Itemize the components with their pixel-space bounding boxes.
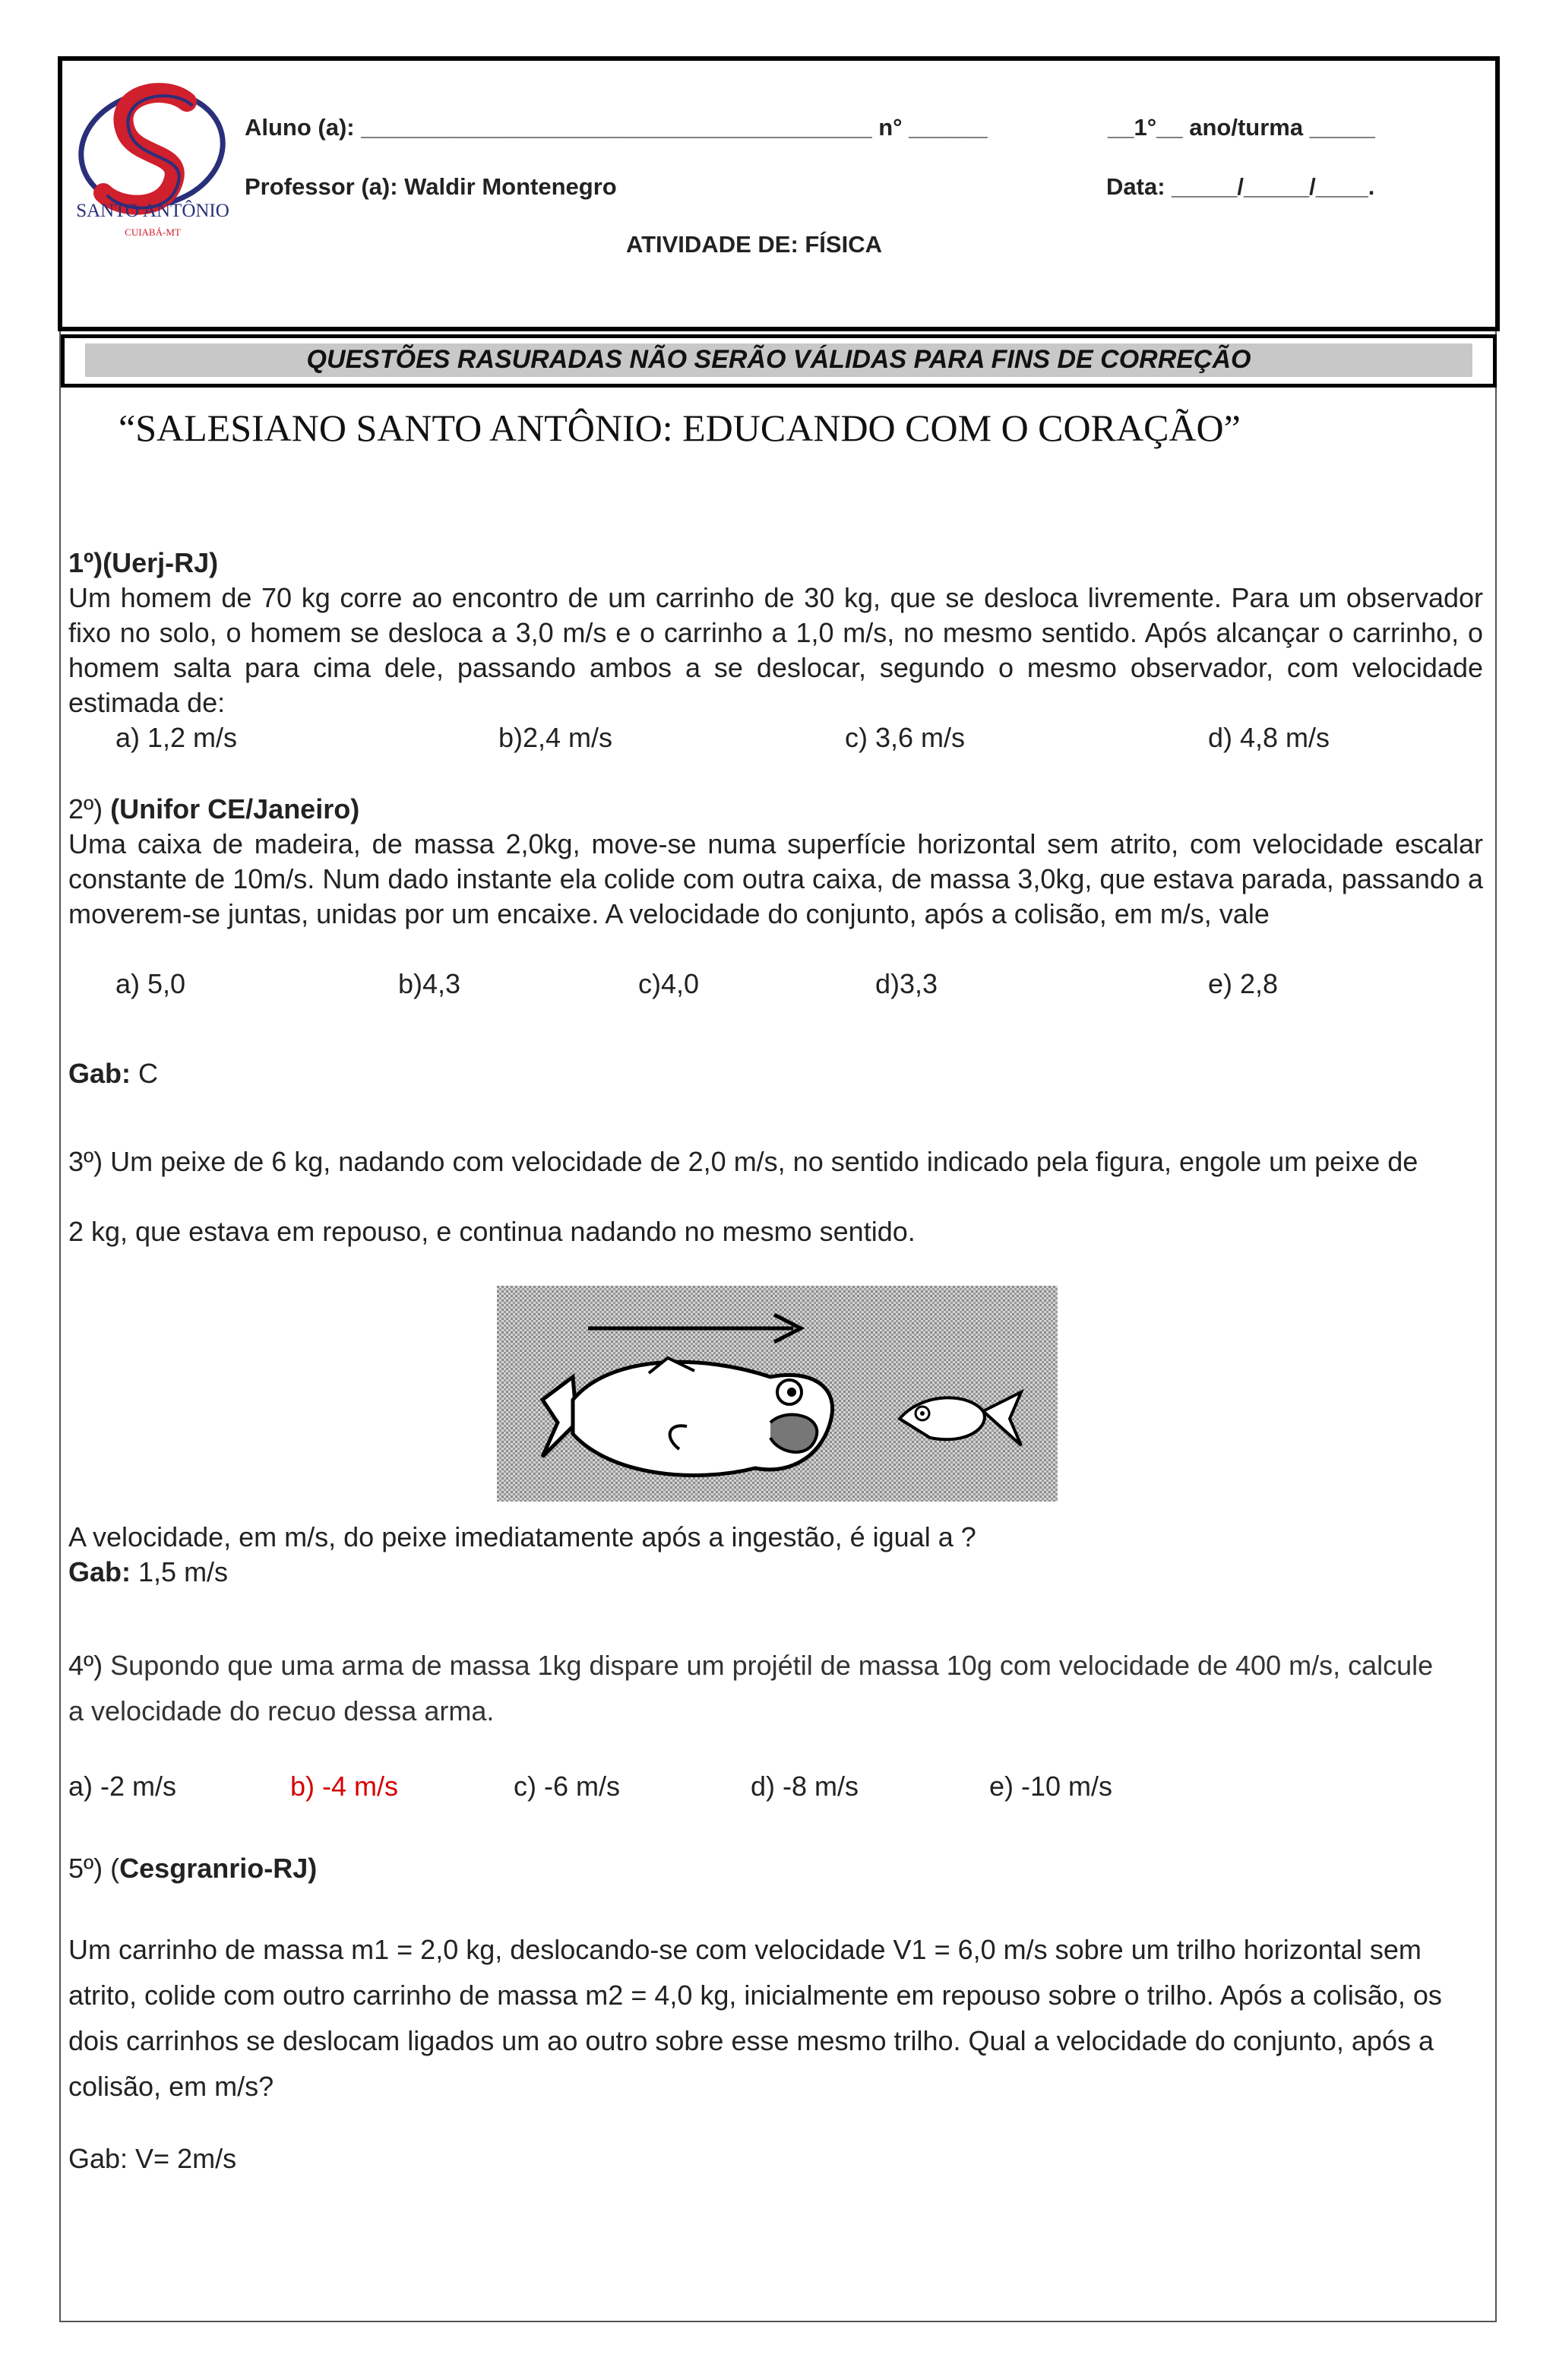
q4-number: 4º) (68, 1650, 103, 1681)
q4-option-a: a) -2 m/s (68, 1771, 177, 1802)
q1-text: Um homem de 70 kg corre ao encontro de um carrinho de 30 kg, que se desloca livremente. Para um observador fixo no solo, o homem se desloca a 3,0 m/s e o carrinho a 1,0 m/s, no mesmo sentido. Após alcançar o carrinho, o homem salta para cima dele, passando ambos a se deslocar, segundo o mesmo observador, com velocidade estimada de: (68, 582, 1483, 718)
q2-number: 2º) (68, 793, 111, 824)
q2-gab-label: Gab: (68, 1058, 131, 1089)
teacher-label: Professor (a): Waldir Montenegro (245, 173, 617, 200)
q2-answer-key (68, 1056, 158, 1091)
q2-title (68, 792, 359, 827)
date-field: Data: _____/_____/____. (1106, 173, 1375, 200)
q5-text: Um carrinho de massa m1 = 2,0 kg, deslocando-se com velocidade V1 = 6,0 m/s sobre um trilho horizontal sem atrito, colide com outro carrinho de massa m2 = 4,0 kg, inicialmente em repouso sobre o trilho. Após a colisão, os dois carrinhos se deslocam ligados um ao outro sobre esse mesmo trilho. Qual a velocidade do conjunto, após a colisão, em m/s? (68, 1934, 1442, 2102)
q1-option-a: a) 1,2 m/s (115, 722, 238, 753)
q2-option-b: b)4,3 (398, 968, 461, 999)
q4-option-e: e) -10 m/s (989, 1771, 1113, 1802)
school-name: SANTO ANTÔNIO (76, 201, 229, 221)
q5-source: Cesgranrio-RJ) (119, 1853, 318, 1884)
q3-answer-key (68, 1555, 228, 1590)
fish-figure (497, 1286, 1058, 1502)
school-city: CUIABÁ-MT (125, 226, 181, 238)
q5-number: 5º) ( (68, 1853, 120, 1884)
q2-source: (Unifor CE/Janeiro) (110, 793, 360, 824)
activity-title: ATIVIDADE DE: FÍSICA (626, 231, 882, 258)
q2-option-a: a) 5,0 (115, 968, 186, 999)
q5-title (68, 1851, 317, 1886)
q4-body: Supondo que uma arma de massa 1kg dispare um projétil de massa 10g com velocidade de 400 m/s, calcule a velocidade do recuo dessa arma. (68, 1650, 1434, 1726)
q2-option-e: e) 2,8 (1208, 968, 1279, 999)
q1-option-c: c) 3,6 m/s (845, 722, 966, 753)
q2-gab-value: C (131, 1058, 159, 1089)
student-name-field: Aluno (a): _______________________________________ n° ______ (245, 114, 988, 141)
q3-question: A velocidade, em m/s, do peixe imediatamente após a ingestão, é igual a ? (68, 1521, 976, 1552)
q4-option-d: d) -8 m/s (751, 1771, 859, 1802)
q5-answer-key: Gab: V= 2m/s (68, 2143, 237, 2174)
fish-illustration-icon (497, 1286, 1058, 1502)
q4-option-c: c) -6 m/s (514, 1771, 620, 1802)
q1-option-b: b)2,4 m/s (498, 722, 613, 753)
school-logo (73, 79, 240, 269)
q3-gab-value: 1,5 m/s (131, 1556, 229, 1587)
q3-text-2: 2 kg, que estava em repouso, e continua nadando no mesmo sentido. (68, 1216, 916, 1247)
q3-gab-label: Gab: (68, 1556, 131, 1587)
q3-text: 3º) Um peixe de 6 kg, nadando com velocidade de 2,0 m/s, no sentido indicado pela figura, engole um peixe de (68, 1146, 1418, 1177)
q1-option-d: d) 4,8 m/s (1208, 722, 1330, 753)
q2-option-c: c)4,0 (638, 968, 700, 999)
class-field: __1°__ ano/turma _____ (1108, 114, 1375, 141)
q2-text: Uma caixa de madeira, de massa 2,0kg, move-se numa superfície horizontal sem atrito, com velocidade escalar constante de 10m/s. Num dado instante ela colide com outra caixa, de massa 3,0kg, que estava parada, passando a moverem-se juntas, unidas por um encaixe. A velocidade do conjunto, após a colisão, em m/s, vale (68, 828, 1483, 929)
q4-option-b-correct: b) -4 m/s (290, 1771, 399, 1802)
warning-text: QUESTÕES RASURADAS NÃO SERÃO VÁLIDAS PARA FINS DE CORREÇÃO (306, 345, 1251, 374)
q4-text (68, 1643, 1451, 1734)
q2-option-d: d)3,3 (875, 968, 938, 999)
school-motto: “SALESIANO SANTO ANTÔNIO: EDUCANDO COM O CORAÇÃO” (119, 407, 1241, 449)
q1-title: 1º)(Uerj-RJ) (68, 547, 219, 578)
